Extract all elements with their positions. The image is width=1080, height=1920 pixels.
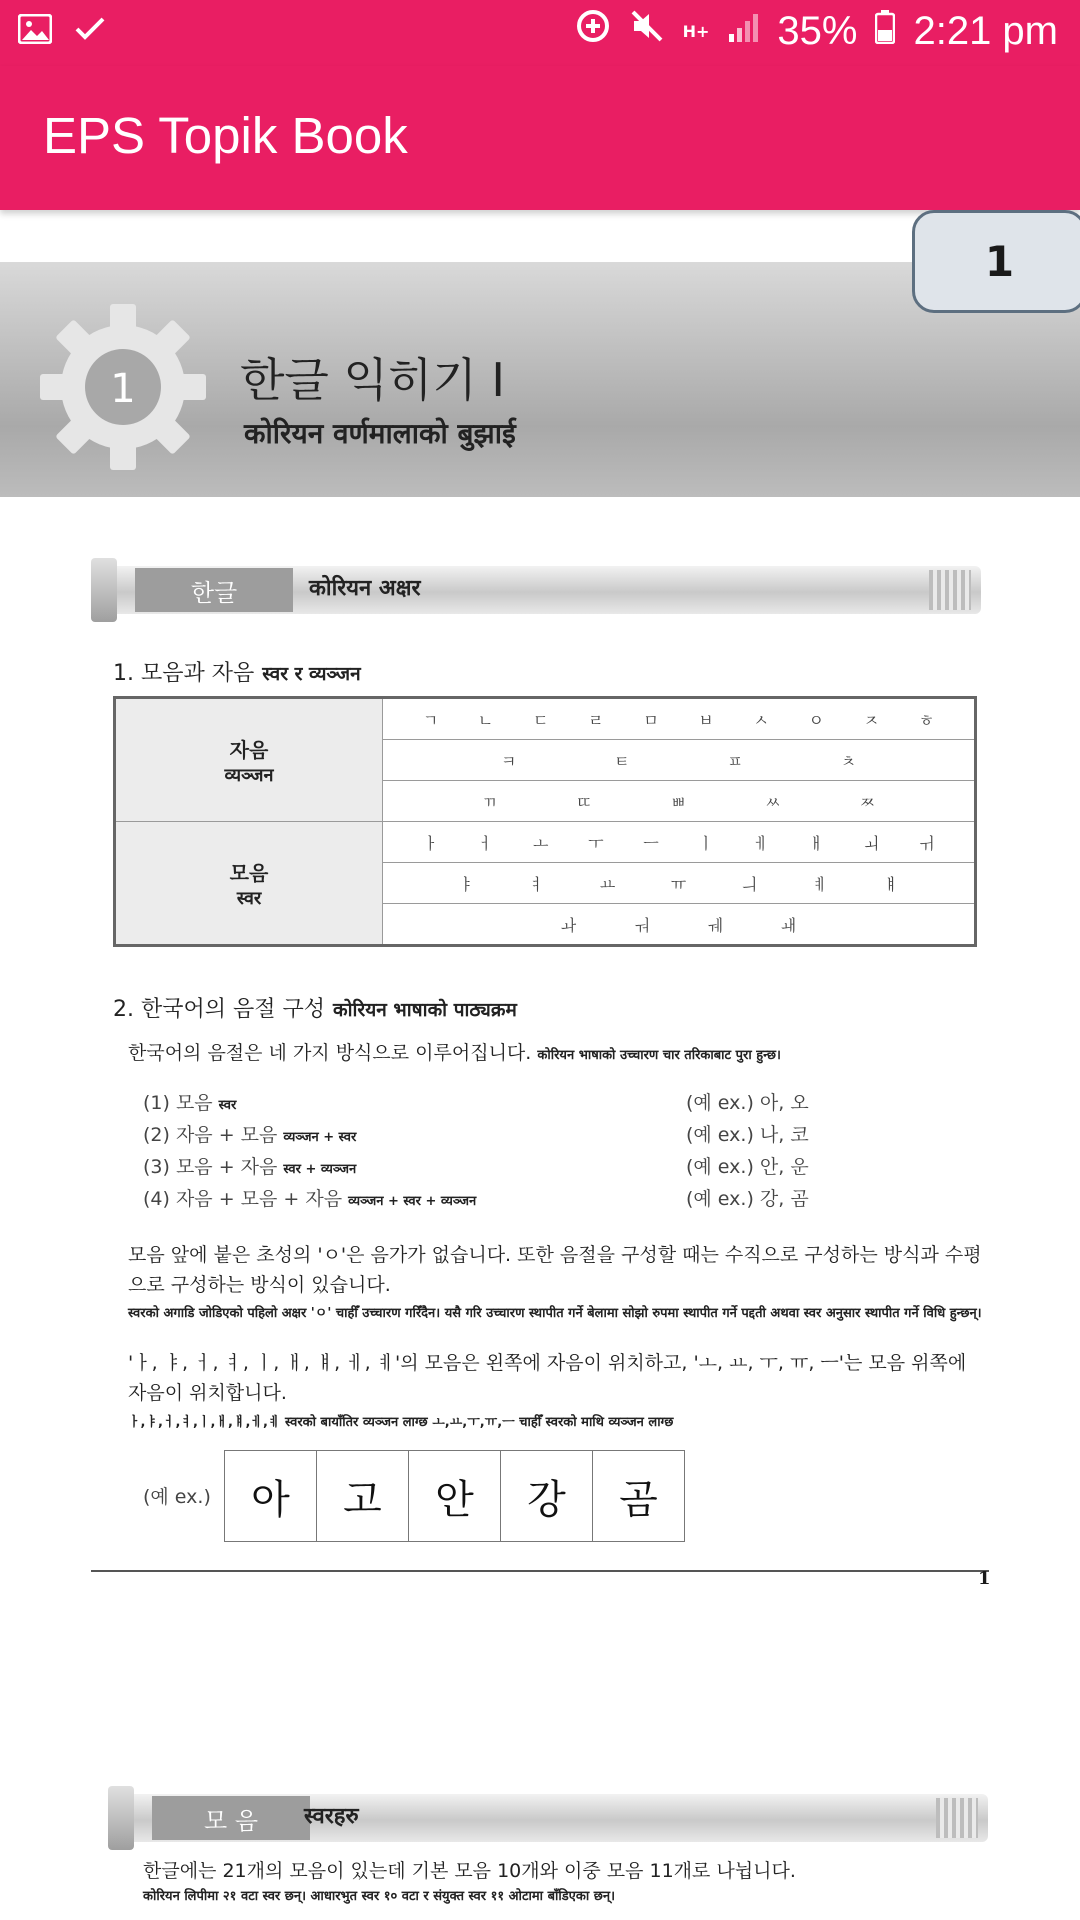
page-number: 1 (978, 1568, 991, 1589)
network-type: H+ (682, 21, 710, 41)
jamo-cell: ㅇ (808, 710, 824, 730)
example-syllable: 아 (225, 1451, 317, 1541)
jamo-cell: ㅛ (599, 874, 616, 894)
jamo-cell: ㅆ (765, 792, 781, 812)
intro-text: 한국어의 음절은 네 가지 방식으로 이루어집니다. कोरियन भाषाको उच्चारण चार तरिकाबाट पुरा हुन्छ। (128, 1042, 781, 1064)
section2-title: 2. 한국어의 음절 구성 कोरियन भाषाको पाठ्यक्रम (113, 997, 517, 1022)
jamo-cell: ㅊ (840, 751, 857, 771)
section-bar-hangul (91, 558, 981, 622)
vowel-header: 모음 स्वर (115, 822, 383, 946)
jamo-cell: ㅙ (780, 915, 797, 935)
chapter-title: 한글 익히기 Ⅰ (240, 353, 505, 407)
jamo-cell: ㅘ (560, 915, 577, 935)
section1-title: 1. 모음과 자음 स्वर र व्यञ्जन (113, 661, 361, 686)
section-bar-text: कोरियन अक्षर (309, 576, 421, 601)
battery-icon (875, 8, 895, 54)
paragraph-2: 'ㅏ, ㅑ, ㅓ, ㅕ, ㅣ, ㅐ, ㅒ, ㅔ, ㅖ'의 모음은 왼쪽에 자음이 위치하고, 'ㅗ, ㅛ, ㅜ, ㅠ, ㅡ'는 모음 위쪽에 자음이 위치합니다. (128, 1352, 967, 1404)
syllable-type-item: (4) 자음 + 모음 + 자음 व्यञ्जन + स्वर + व्यञ्जन (143, 1188, 477, 1210)
example-syllable: 고 (317, 1451, 409, 1541)
paragraph-3: 한글에는 21개의 모음이 있는데 기본 모음 10개와 이중 모음 11개로 나뉩니다. (143, 1860, 796, 1882)
paragraph-1: 모음 앞에 붙은 초성의 'ㅇ'은 음가가 없습니다. 또한 음절을 구성할 때는 수직으로 구성하는 방식과 수평으로 구성하는 방식이 있습니다. (128, 1244, 982, 1296)
jamo-cell: ㅌ (614, 751, 630, 771)
chapter-number: 1 (110, 366, 136, 412)
syllable-type-example: (예 ex.) 나, 코 (686, 1124, 809, 1146)
jamo-cell: ㅁ (643, 710, 659, 730)
vowel-row-1 (383, 822, 976, 863)
paragraph-2-nepali: ㅏ,ㅑ,ㅓ,ㅕ,ㅣ,ㅐ,ㅒ,ㅔ,ㅖ स्वरको बायाँतिर व्यञ्जन लाग्छ ㅗ,ㅛ,ㅜ,ㅠ,ㅡ चाहीँ स्वरको माथि व्यञ्जन लाग्छ (128, 1415, 674, 1430)
gear-icon (38, 302, 208, 472)
jamo-cell: ㅞ (707, 915, 723, 935)
data-saver-icon (575, 8, 611, 54)
example-syllable-boxes (224, 1450, 685, 1542)
vowel-row-2 (383, 863, 976, 904)
jamo-cell: ㅈ (863, 710, 880, 730)
mute-icon (629, 8, 665, 54)
battery-percent: 35% (777, 8, 858, 53)
image-icon (18, 14, 52, 48)
app-title: EPS Topik Book (43, 107, 408, 164)
jamo-cell: ㅣ (698, 833, 714, 853)
syllable-type-item: (3) 모음 + 자음 स्वर + व्यञ्जन (143, 1156, 357, 1178)
jamo-cell: ㄸ (576, 792, 592, 812)
jamo-cell: ㅅ (753, 710, 769, 730)
paragraph-1-nepali: स्वरको अगाडि जोडिएको पहिलो अक्षर 'ㅇ' चाहीँ उच्चारण गरिँदैन। यसै गरि उच्चारण स्थापीत गर्ने बेलामा सोझो रुपमा स्थापीत गर्ने पद्दती अथवा स्वर अनुसार स्थापीत गर्ने विधि हुन्छन्। (128, 1306, 982, 1321)
jamo-cell: ㅓ (477, 833, 494, 853)
jamo-cell: ㄲ (481, 792, 498, 812)
document-page[interactable] (0, 210, 1080, 1920)
chapter-subtitle: कोरियन वर्णमालाको बुझाई (244, 417, 516, 450)
section-bar-vowels (108, 1786, 988, 1850)
syllable-type-example: (예 ex.) 아, 오 (686, 1092, 809, 1114)
jamo-cell: ㅟ (918, 833, 935, 853)
example-label: (예 ex.) (143, 1486, 211, 1508)
jamo-cell: ㄹ (588, 710, 604, 730)
page-indicator-badge[interactable]: 1 (912, 210, 1080, 313)
example-syllable: 강 (501, 1451, 593, 1541)
jamo-cell: ㅠ (670, 874, 687, 894)
clock: 2:21 pm (913, 8, 1058, 53)
section-bar-label: 한글 (135, 568, 293, 612)
section-bar-label: 모 음 (152, 1796, 310, 1840)
jamo-cell: ㅚ (863, 833, 880, 853)
syllable-type-example: (예 ex.) 강, 곰 (686, 1188, 809, 1210)
page-divider (91, 1570, 989, 1572)
section-bar-text: स्वरहरु (304, 1804, 359, 1829)
syllable-type-item: (1) 모음 स्वर (143, 1092, 237, 1114)
jamo-cell: ㄱ (422, 710, 439, 730)
consonant-row-1 (383, 698, 976, 740)
jamo-cell: ㅋ (500, 751, 517, 771)
jamo-cell: ㄴ (477, 710, 494, 730)
jamo-cell: ㄷ (533, 710, 549, 730)
consonant-row-2 (383, 740, 976, 781)
jamo-cell: ㅍ (727, 751, 743, 771)
consonant-header: 자음 व्यञ्जन (115, 698, 383, 822)
syllable-type-example: (예 ex.) 안, 운 (686, 1156, 809, 1178)
jamo-cell: ㅎ (918, 710, 935, 730)
jamo-cell: ㅃ (670, 792, 687, 812)
check-icon (74, 16, 106, 46)
jamo-cell: ㅔ (753, 833, 769, 853)
paragraph-3-nepali: कोरियन लिपीमा २१ वटा स्वर छन्। आधारभुत स्वर १० वटा र संयुक्त स्वर ११ ओटामा बाँडिएका छन्। (143, 1889, 615, 1904)
jamo-cell: ㅏ (422, 833, 439, 853)
jamo-cell: ㅒ (883, 874, 899, 894)
jamo-cell: ㅝ (634, 915, 650, 935)
status-bar (0, 0, 1080, 66)
syllable-type-item: (2) 자음 + 모음 व्यञ्जन + स्वर (143, 1124, 357, 1146)
jamo-cell: ㅑ (458, 874, 474, 894)
vowel-row-3 (383, 904, 976, 946)
jamo-cell: ㅂ (698, 710, 714, 730)
jamo-cell: ㅡ (643, 833, 659, 853)
jamo-cell: ㅖ (812, 874, 828, 894)
jamo-cell: ㅐ (808, 833, 824, 853)
jamo-cell: ㅉ (859, 792, 876, 812)
example-syllable: 곰 (619, 1476, 658, 1523)
jamo-cell: ㅢ (741, 874, 757, 894)
consonant-row-3 (383, 781, 976, 822)
jamo-cell: ㅕ (529, 874, 545, 894)
signal-icon (727, 8, 759, 54)
jamo-cell: ㅗ (533, 833, 549, 853)
app-bar (0, 66, 1080, 210)
example-syllable: 안 (409, 1451, 501, 1541)
jamo-cell: ㅜ (588, 833, 604, 853)
jamo-table (113, 696, 977, 947)
